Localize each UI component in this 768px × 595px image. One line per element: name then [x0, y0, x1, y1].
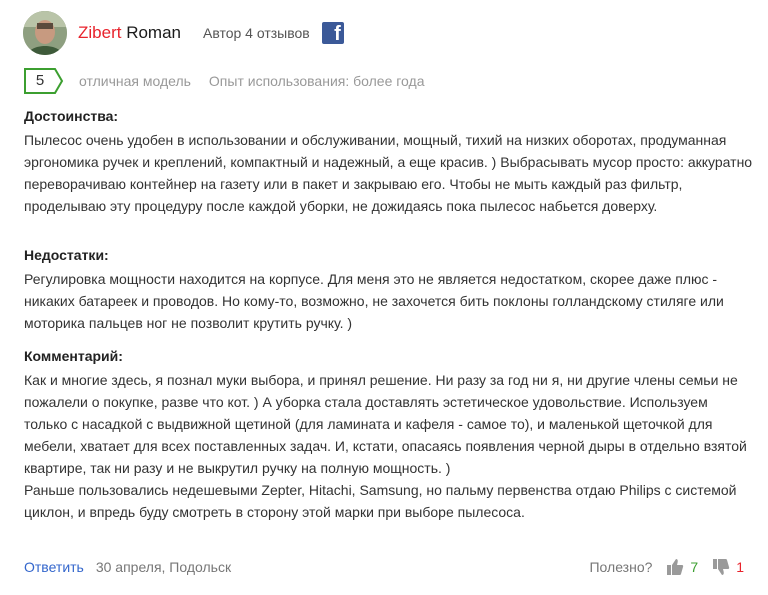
rating-title: отличная модель [79, 73, 191, 89]
cons-section [24, 245, 754, 334]
comment-section [24, 346, 754, 523]
like-button[interactable] [666, 558, 698, 576]
date-location: 30 апреля, Подольск [95, 559, 232, 575]
comment-heading: Комментарий: [24, 348, 123, 364]
dislike-button[interactable] [712, 558, 744, 576]
cons-heading: Недостатки: [24, 247, 109, 263]
avatar-photo [23, 11, 67, 55]
dislikes-count: 1 [736, 559, 744, 575]
review-footer [24, 556, 744, 578]
author-last-name: Roman [121, 23, 181, 42]
pros-text: Пылесос очень удобен в использовании и обслуживании, мощный, тихий на низких оборотах, продуманная эргономика ручек и креплений, компактный и надежный, а еще красив. ) Выбрасывать мусор просто: аккуратно переворачиваю контейнер на газету или в пакет и закрываю его. Чтобы не мыть каждый раз фильтр, проделываю эту процедуру после каждой уборки, не дожидаясь пока пылесос набьется доверху. [24, 132, 753, 214]
comment-text-extra: Раньше пользовались недешевыми Zepter, Hitachi, Samsung, но пальму первенства отдаю Philips с системой циклон, и впредь буду смотреть в сторону этой марки при выборе пылесоса. [24, 482, 737, 520]
reply-button[interactable]: Ответить [24, 559, 84, 575]
rating-value: 5 [35, 72, 45, 89]
cons-text: Регулировка мощности находится на корпусе. Для меня это не является недостатком, скорее даже плюс - никаких батареек и проводов. Но кому-то, возможно, не захочется бить поклоны голландскому стиляге или моторика пальцев ног не позволит крутить ручку. ) [24, 271, 724, 331]
author-first-name: Zibert [78, 23, 122, 42]
facebook-icon[interactable]: f [322, 22, 344, 44]
useful-label: Полезно? [589, 559, 653, 575]
review-header [23, 10, 344, 56]
author-reviews-count[interactable]: Автор 4 отзывов [203, 25, 310, 41]
avatar[interactable] [23, 11, 67, 55]
likes-count: 7 [690, 559, 699, 575]
usage-duration: Опыт использования: более года [208, 73, 425, 89]
thumbs-up-icon [666, 558, 684, 576]
author-name[interactable] [78, 23, 181, 43]
thumbs-down-icon [712, 558, 730, 576]
comment-text: Как и многие здесь, я познал муки выбора, и принял решение. Ни разу за год ни я, ни другие члены семьи не пожалели о покупке, разве что кот. ) А уборка стала доставлять эстетическое удовольствие. Используем только с насадкой с выдвижной щетиной (для ламината и кафеля - самое то), и маленькой щеточкой для мебели, хватает для всех поставленных задач. И, кстати, опасаясь появления черной дыры в отдельно взятой квартире, так ни разу и не выкрутил ручку на полную мощность. ) [24, 372, 747, 476]
rating-row [24, 68, 425, 94]
pros-heading: Достоинства: [24, 108, 119, 124]
rating-badge [24, 68, 64, 94]
pros-section [24, 106, 754, 217]
